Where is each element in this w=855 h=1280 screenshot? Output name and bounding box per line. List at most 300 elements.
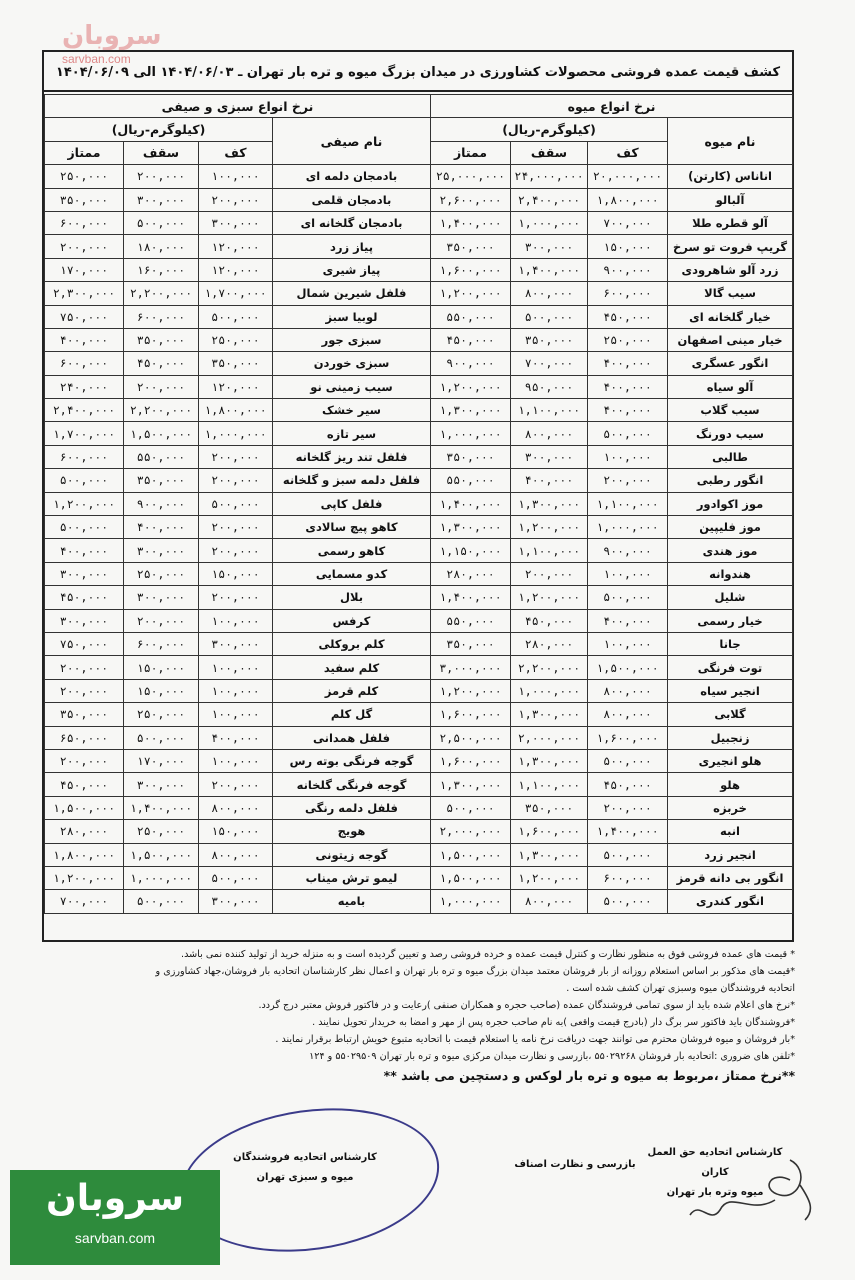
watermark-logo-text: سروبان [62,21,162,51]
veg-name-cell: کلم سفید [273,656,431,679]
veg-name-cell: کلم قرمز [273,679,431,702]
veg-name-cell: پیاز زرد [273,235,431,258]
watermark-badge-logo: سروبان [46,1178,184,1219]
fruit-premium-cell: ۱,۱۵۰,۰۰۰ [431,539,511,562]
veg-max-cell: ۶۰۰,۰۰۰ [124,632,199,655]
veg-min-cell: ۱,۸۰۰,۰۰۰ [199,399,273,422]
fruit-premium-cell: ۱,۴۰۰,۰۰۰ [431,586,511,609]
fruit-premium-cell: ۲۵,۰۰۰,۰۰۰ [431,165,511,188]
table-row [45,843,793,866]
veg-max-cell: ۱,۰۰۰,۰۰۰ [124,866,199,889]
note-line: اتحادیه فروشندگان میوه وسبزی تهران کشف شده است . [566,983,795,994]
table-row [45,749,793,772]
veg-min-cell: ۲۰۰,۰۰۰ [199,773,273,796]
fruit-premium-cell: ۱,۳۰۰,۰۰۰ [431,773,511,796]
fruit-min-cell: ۴۵۰,۰۰۰ [588,305,668,328]
fruit-premium-cell: ۱,۶۰۰,۰۰۰ [431,703,511,726]
veg-premium-cell: ۶۰۰,۰۰۰ [45,352,124,375]
fruit-name-cell: خیار رسمی [668,609,793,632]
veg-premium-header: ممتاز [45,141,124,164]
veg-name-cell: گوجه فرنگی بوته رس [273,749,431,772]
fruit-max-cell: ۲,۴۰۰,۰۰۰ [511,188,588,211]
fruit-name-cell: سیب گلاب [668,399,793,422]
fruit-max-cell: ۱,۳۰۰,۰۰۰ [511,703,588,726]
table-row [45,165,793,188]
fruit-max-cell: ۱,۳۰۰,۰۰۰ [511,749,588,772]
fruit-min-cell: ۱,۱۰۰,۰۰۰ [588,492,668,515]
fruit-premium-header: ممتاز [431,141,511,164]
veg-max-cell: ۴۰۰,۰۰۰ [124,516,199,539]
fruit-name-cell: توت فرنگی [668,656,793,679]
fruit-max-cell: ۴۵۰,۰۰۰ [511,609,588,632]
notes-section [50,946,795,1084]
fruit-max-cell: ۱,۰۰۰,۰۰۰ [511,211,588,234]
fruit-name-cell: زرد آلو شاهرودی [668,258,793,281]
table-row [45,796,793,819]
fruit-premium-cell: ۴۵۰,۰۰۰ [431,328,511,351]
veg-min-cell: ۵۰۰,۰۰۰ [199,492,273,515]
fruit-max-header: سقف [511,141,588,164]
fruit-max-cell: ۲,۰۰۰,۰۰۰ [511,726,588,749]
fruit-min-cell: ۴۰۰,۰۰۰ [588,352,668,375]
veg-name-cell: گوجه فرنگی گلخانه [273,773,431,796]
fruit-name-header: نام میوه [668,118,793,165]
table-row [45,703,793,726]
veg-name-cell: فلفل همدانی [273,726,431,749]
veg-min-cell: ۲۵۰,۰۰۰ [199,328,273,351]
fruit-min-cell: ۲۵۰,۰۰۰ [588,328,668,351]
fruit-min-cell: ۸۰۰,۰۰۰ [588,679,668,702]
fruit-name-cell: اناناس (کارتن) [668,165,793,188]
veg-name-cell: کرفس [273,609,431,632]
signature-center-line: بازرسی و نظارت اصناف [514,1159,636,1170]
veg-name-cell: سیر تازه [273,422,431,445]
veg-min-cell: ۲۰۰,۰۰۰ [199,188,273,211]
watermark-url: sarvban.com [62,52,131,66]
table-row [45,305,793,328]
fruit-name-cell: زنجبیل [668,726,793,749]
veg-min-cell: ۱۰۰,۰۰۰ [199,749,273,772]
table-row [45,211,793,234]
veg-name-cell: کاهو رسمی [273,539,431,562]
fruit-min-cell: ۲۰,۰۰۰,۰۰۰ [588,165,668,188]
note-line: *فروشندگان باید فاکتور سر برگ دار (بادرج قیمت واقعی )به نام صاحب حجره پس از مهر و امضا به خریدار تحویل نمایند . [312,1017,795,1028]
veg-name-cell: بامیه [273,890,431,913]
fruit-min-cell: ۷۰۰,۰۰۰ [588,211,668,234]
veg-premium-cell: ۷۵۰,۰۰۰ [45,632,124,655]
handwritten-signature [660,1140,820,1230]
veg-min-cell: ۱۵۰,۰۰۰ [199,820,273,843]
fruit-premium-cell: ۱,۳۰۰,۰۰۰ [431,399,511,422]
fruit-max-cell: ۱,۱۰۰,۰۰۰ [511,773,588,796]
table-row [45,445,793,468]
veg-premium-cell: ۲,۳۰۰,۰۰۰ [45,282,124,305]
signature-center [500,1155,650,1175]
veg-max-cell: ۱,۵۰۰,۰۰۰ [124,422,199,445]
fruit-name-cell: گریپ فروت تو سرخ [668,235,793,258]
veg-max-cell: ۱,۴۰۰,۰۰۰ [124,796,199,819]
veg-min-cell: ۱۲۰,۰۰۰ [199,235,273,258]
fruit-min-cell: ۱,۰۰۰,۰۰۰ [588,516,668,539]
fruit-min-cell: ۴۵۰,۰۰۰ [588,773,668,796]
fruit-premium-cell: ۵۰۰,۰۰۰ [431,796,511,819]
fruit-min-cell: ۹۰۰,۰۰۰ [588,539,668,562]
veg-premium-cell: ۲۸۰,۰۰۰ [45,820,124,843]
veg-max-cell: ۹۰۰,۰۰۰ [124,492,199,515]
veg-min-cell: ۳۰۰,۰۰۰ [199,211,273,234]
signature-right-line: میوه وتره بار تهران [666,1187,764,1198]
fruit-premium-cell: ۱,۴۰۰,۰۰۰ [431,492,511,515]
fruit-name-cell: هندوانه [668,562,793,585]
fruit-max-cell: ۷۰۰,۰۰۰ [511,352,588,375]
note-line: *نرخ های اعلام شده باید از سوی تمامی فروشندگان عمده (صاحب حجره و همکاران صنفی )رعایت و در فاکتور فروش معتبر درج گردد. [258,1000,795,1011]
fruit-min-cell: ۱۵۰,۰۰۰ [588,235,668,258]
fruit-premium-cell: ۱,۲۰۰,۰۰۰ [431,679,511,702]
fruit-max-cell: ۸۰۰,۰۰۰ [511,282,588,305]
fruit-name-cell: انگور کندری [668,890,793,913]
table-row [45,539,793,562]
price-table [44,94,793,914]
table-row [45,820,793,843]
veg-name-cell: فلفل شیرین شمال [273,282,431,305]
table-row [45,609,793,632]
fruit-max-cell: ۹۵۰,۰۰۰ [511,375,588,398]
veg-premium-cell: ۳۰۰,۰۰۰ [45,562,124,585]
veg-name-cell: فلفل تند ریز گلخانه [273,445,431,468]
veg-name-cell: لیمو ترش میناب [273,866,431,889]
fruit-min-cell: ۵۰۰,۰۰۰ [588,890,668,913]
note-line: *قیمت های مذکور بر اساس استعلام روزانه از بار فروشان معتمد میدان بزرگ میوه و تره بار تهران و اعمال نظر کارشناسان اتحادیه بار فروشان،جهاد کشاورزی و [155,966,795,977]
veg-min-cell: ۲۰۰,۰۰۰ [199,539,273,562]
fruit-min-cell: ۵۰۰,۰۰۰ [588,749,668,772]
veg-min-cell: ۵۰۰,۰۰۰ [199,866,273,889]
fruit-max-cell: ۲۰۰,۰۰۰ [511,562,588,585]
fruit-min-cell: ۱۰۰,۰۰۰ [588,632,668,655]
fruit-max-cell: ۱,۲۰۰,۰۰۰ [511,586,588,609]
fruit-name-cell: جانا [668,632,793,655]
fruit-premium-cell: ۲,۶۰۰,۰۰۰ [431,188,511,211]
veg-min-cell: ۴۰۰,۰۰۰ [199,726,273,749]
veg-name-cell: سیر خشک [273,399,431,422]
fruit-max-cell: ۳۵۰,۰۰۰ [511,328,588,351]
fruit-min-cell: ۲۰۰,۰۰۰ [588,469,668,492]
veg-premium-cell: ۳۵۰,۰۰۰ [45,188,124,211]
veg-max-cell: ۵۰۰,۰۰۰ [124,890,199,913]
table-row [45,866,793,889]
veg-name-cell: پیاز شیری [273,258,431,281]
veg-min-cell: ۱۰۰,۰۰۰ [199,679,273,702]
table-row [45,422,793,445]
fruit-min-header: کف [588,141,668,164]
fruit-min-cell: ۶۰۰,۰۰۰ [588,282,668,305]
fruit-name-cell: خربزه [668,796,793,819]
veg-premium-cell: ۴۰۰,۰۰۰ [45,328,124,351]
veg-min-cell: ۱۵۰,۰۰۰ [199,562,273,585]
veg-name-cell: کاهو پیچ سالادی [273,516,431,539]
signature-left-line: کارشناس اتحادیه فروشندگان [233,1152,377,1163]
veg-max-cell: ۶۰۰,۰۰۰ [124,305,199,328]
veg-name-cell: بادمجان گلخانه ای [273,211,431,234]
fruit-min-cell: ۸۰۰,۰۰۰ [588,703,668,726]
fruit-max-cell: ۱,۱۰۰,۰۰۰ [511,399,588,422]
table-row [45,282,793,305]
veg-name-cell: گل کلم [273,703,431,726]
veg-min-cell: ۱,۷۰۰,۰۰۰ [199,282,273,305]
veg-max-cell: ۲,۲۰۰,۰۰۰ [124,399,199,422]
table-row [45,656,793,679]
veg-max-cell: ۴۵۰,۰۰۰ [124,352,199,375]
veg-premium-cell: ۶۰۰,۰۰۰ [45,211,124,234]
table-row [45,492,793,515]
veg-name-cell: بادمجان قلمی [273,188,431,211]
veg-premium-cell: ۲,۴۰۰,۰۰۰ [45,399,124,422]
fruit-premium-cell: ۱,۲۰۰,۰۰۰ [431,375,511,398]
veg-max-cell: ۲۵۰,۰۰۰ [124,562,199,585]
fruit-min-cell: ۹۰۰,۰۰۰ [588,258,668,281]
fruit-premium-cell: ۳۵۰,۰۰۰ [431,235,511,258]
fruit-min-cell: ۱,۸۰۰,۰۰۰ [588,188,668,211]
veg-min-cell: ۱۰۰,۰۰۰ [199,609,273,632]
veg-min-cell: ۱,۰۰۰,۰۰۰ [199,422,273,445]
fruit-name-cell: موز اکوادور [668,492,793,515]
table-row [45,679,793,702]
veg-name-cell: فلفل کاپی [273,492,431,515]
veg-max-cell: ۲۵۰,۰۰۰ [124,820,199,843]
fruit-min-cell: ۴۰۰,۰۰۰ [588,609,668,632]
fruit-max-cell: ۳۰۰,۰۰۰ [511,235,588,258]
fruit-min-cell: ۴۰۰,۰۰۰ [588,399,668,422]
veg-min-cell: ۲۰۰,۰۰۰ [199,586,273,609]
fruit-max-cell: ۱,۲۰۰,۰۰۰ [511,866,588,889]
fruit-name-cell: آلبالو [668,188,793,211]
fruit-unit-header: (کیلوگرم-ریال) [431,118,668,141]
fruit-max-cell: ۴۰۰,۰۰۰ [511,469,588,492]
fruit-name-cell: شلیل [668,586,793,609]
veg-name-cell: سبزی جور [273,328,431,351]
watermark-badge-url: sarvban.com [74,1230,156,1246]
veg-name-cell: فلفل دلمه رنگی [273,796,431,819]
veg-name-cell: بلال [273,586,431,609]
fruit-min-cell: ۱۰۰,۰۰۰ [588,445,668,468]
veg-min-cell: ۲۰۰,۰۰۰ [199,516,273,539]
table-row [45,258,793,281]
veg-min-header: کف [199,141,273,164]
fruit-premium-cell: ۵۵۰,۰۰۰ [431,305,511,328]
fruit-premium-cell: ۱,۶۰۰,۰۰۰ [431,258,511,281]
veg-max-cell: ۳۵۰,۰۰۰ [124,328,199,351]
veg-max-cell: ۲۰۰,۰۰۰ [124,165,199,188]
fruit-name-cell: سیب دورنگ [668,422,793,445]
veg-max-cell: ۲۵۰,۰۰۰ [124,703,199,726]
fruit-min-cell: ۵۰۰,۰۰۰ [588,586,668,609]
fruit-premium-cell: ۳۵۰,۰۰۰ [431,632,511,655]
veg-max-cell: ۱۵۰,۰۰۰ [124,679,199,702]
fruit-max-cell: ۱,۱۰۰,۰۰۰ [511,539,588,562]
veg-max-cell: ۳۰۰,۰۰۰ [124,188,199,211]
veg-name-cell: هویج [273,820,431,843]
fruit-min-cell: ۵۰۰,۰۰۰ [588,422,668,445]
fruit-premium-cell: ۱,۶۰۰,۰۰۰ [431,749,511,772]
veg-max-cell: ۵۵۰,۰۰۰ [124,445,199,468]
veg-premium-cell: ۱,۸۰۰,۰۰۰ [45,843,124,866]
veg-max-cell: ۳۰۰,۰۰۰ [124,586,199,609]
fruit-premium-cell: ۲۸۰,۰۰۰ [431,562,511,585]
table-row [45,562,793,585]
veg-max-cell: ۲,۲۰۰,۰۰۰ [124,282,199,305]
fruit-max-cell: ۲۸۰,۰۰۰ [511,632,588,655]
veg-min-cell: ۲۰۰,۰۰۰ [199,469,273,492]
veg-max-cell: ۲۰۰,۰۰۰ [124,375,199,398]
veg-name-cell: فلفل دلمه سبز و گلخانه [273,469,431,492]
fruit-premium-cell: ۱,۰۰۰,۰۰۰ [431,890,511,913]
veg-min-cell: ۸۰۰,۰۰۰ [199,796,273,819]
veg-premium-cell: ۲۰۰,۰۰۰ [45,235,124,258]
table-row [45,773,793,796]
fruit-name-cell: انگور رطبی [668,469,793,492]
veg-min-cell: ۸۰۰,۰۰۰ [199,843,273,866]
fruit-max-cell: ۲,۲۰۰,۰۰۰ [511,656,588,679]
table-row [45,352,793,375]
fruit-premium-cell: ۱,۲۰۰,۰۰۰ [431,282,511,305]
veg-min-cell: ۱۰۰,۰۰۰ [199,165,273,188]
veg-premium-cell: ۴۵۰,۰۰۰ [45,773,124,796]
veg-max-cell: ۵۰۰,۰۰۰ [124,211,199,234]
fruit-name-cell: انجیر سیاه [668,679,793,702]
veg-premium-cell: ۳۰۰,۰۰۰ [45,609,124,632]
fruit-premium-cell: ۳,۰۰۰,۰۰۰ [431,656,511,679]
table-row [45,516,793,539]
note-line: *بار فروشان و میوه فروشان محترم می توانند جهت دریافت نرخ نامه یا استعلام قیمت با اتحادیه متبوع خویش ارتباط برقرار نمایند . [275,1034,795,1045]
note-line: *تلفن های ضروری :اتحادیه بار فروشان ۵۵۰۲۹۲۶۸ ،بازرسی و نظارت میدان مرکزی میوه و تره بار تهران ۵۵۰۲۹۵۰۹ و ۱۲۴ [309,1051,795,1062]
veg-premium-cell: ۷۰۰,۰۰۰ [45,890,124,913]
veg-premium-cell: ۶۰۰,۰۰۰ [45,445,124,468]
fruit-min-cell: ۱,۵۰۰,۰۰۰ [588,656,668,679]
fruit-premium-cell: ۳۵۰,۰۰۰ [431,445,511,468]
veg-min-cell: ۳۰۰,۰۰۰ [199,632,273,655]
veg-name-cell: کلم بروکلی [273,632,431,655]
signature-right-line: کارشناس اتحادیه حق العمل کاران [647,1147,783,1178]
veg-max-cell: ۲۰۰,۰۰۰ [124,609,199,632]
veg-name-header: نام صیفی [273,118,431,165]
fruit-name-cell: انجیر زرد [668,843,793,866]
veg-min-cell: ۱۲۰,۰۰۰ [199,258,273,281]
fruit-name-cell: انگور بی دانه قرمز [668,866,793,889]
fruit-max-cell: ۳۰۰,۰۰۰ [511,445,588,468]
fruit-max-cell: ۱,۲۰۰,۰۰۰ [511,516,588,539]
fruit-premium-cell: ۵۵۰,۰۰۰ [431,609,511,632]
table-row [45,726,793,749]
fruit-name-cell: آلو سیاه [668,375,793,398]
table-row [45,235,793,258]
veg-name-cell: گوجه زیتونی [273,843,431,866]
fruit-max-cell: ۱,۳۰۰,۰۰۰ [511,492,588,515]
veg-max-cell: ۳۰۰,۰۰۰ [124,773,199,796]
veg-premium-cell: ۱۷۰,۰۰۰ [45,258,124,281]
signature-left [230,1148,380,1188]
veg-premium-cell: ۱,۲۰۰,۰۰۰ [45,492,124,515]
note-line: * قیمت های عمده فروشی فوق به منظور نظارت و کنترل قیمت عمده و خرده فروشی رصد و تعیین گردیده است و به منزله خرید از تولید کننده نمی باشد. [181,949,795,960]
table-row [45,469,793,492]
veg-premium-cell: ۲۰۰,۰۰۰ [45,749,124,772]
fruit-min-cell: ۲۰۰,۰۰۰ [588,796,668,819]
fruit-name-cell: موز فلیپین [668,516,793,539]
table-row [45,328,793,351]
veg-max-cell: ۱۸۰,۰۰۰ [124,235,199,258]
fruit-name-cell: هلو انجیری [668,749,793,772]
veg-max-cell: ۱۷۰,۰۰۰ [124,749,199,772]
veg-premium-cell: ۵۰۰,۰۰۰ [45,516,124,539]
fruit-max-cell: ۱,۶۰۰,۰۰۰ [511,820,588,843]
veg-max-cell: ۱۶۰,۰۰۰ [124,258,199,281]
fruit-name-cell: گلابی [668,703,793,726]
watermark-badge [10,1170,220,1265]
veg-name-cell: لوبیا سبز [273,305,431,328]
veg-min-cell: ۱۲۰,۰۰۰ [199,375,273,398]
fruit-premium-cell: ۱,۰۰۰,۰۰۰ [431,422,511,445]
price-table-frame [42,50,794,942]
veg-min-cell: ۱۰۰,۰۰۰ [199,656,273,679]
fruit-min-cell: ۱,۶۰۰,۰۰۰ [588,726,668,749]
fruit-max-cell: ۲۴,۰۰۰,۰۰۰ [511,165,588,188]
fruit-max-cell: ۸۰۰,۰۰۰ [511,890,588,913]
document-title: کشف قیمت عمده فروشی محصولات کشاورزی در میدان بزرگ میوه و تره بار تهران ـ ۱۴۰۴/۰۶/۰۳ الی ۱۴۰۴/۰۶/۰۹ [44,56,792,92]
fruit-max-cell: ۳۵۰,۰۰۰ [511,796,588,819]
fruit-name-cell: هلو [668,773,793,796]
veg-premium-cell: ۲۰۰,۰۰۰ [45,656,124,679]
fruit-premium-cell: ۱,۵۰۰,۰۰۰ [431,866,511,889]
fruit-min-cell: ۱,۴۰۰,۰۰۰ [588,820,668,843]
veg-name-cell: بادمجان دلمه ای [273,165,431,188]
veg-max-cell: ۱,۵۰۰,۰۰۰ [124,843,199,866]
veg-max-cell: ۱۵۰,۰۰۰ [124,656,199,679]
veg-premium-cell: ۲۵۰,۰۰۰ [45,165,124,188]
fruit-premium-cell: ۹۰۰,۰۰۰ [431,352,511,375]
fruit-min-cell: ۶۰۰,۰۰۰ [588,866,668,889]
veg-group-header: نرخ انواع سبزی و صیفی [45,95,431,118]
veg-name-cell: سیب زمینی نو [273,375,431,398]
veg-name-cell: سبزی خوردن [273,352,431,375]
table-row [45,188,793,211]
veg-premium-cell: ۲۴۰,۰۰۰ [45,375,124,398]
table-row [45,375,793,398]
veg-name-cell: کدو مسمایی [273,562,431,585]
fruit-name-cell: انبه [668,820,793,843]
fruit-name-cell: خیار گلخانه ای [668,305,793,328]
fruit-group-header: نرخ انواع میوه [431,95,793,118]
veg-min-cell: ۲۰۰,۰۰۰ [199,445,273,468]
veg-premium-cell: ۲۰۰,۰۰۰ [45,679,124,702]
veg-min-cell: ۳۵۰,۰۰۰ [199,352,273,375]
fruit-name-cell: موز هندی [668,539,793,562]
table-row [45,399,793,422]
fruit-premium-cell: ۵۵۰,۰۰۰ [431,469,511,492]
fruit-premium-cell: ۲,۵۰۰,۰۰۰ [431,726,511,749]
fruit-name-cell: انگور عسگری [668,352,793,375]
fruit-min-cell: ۵۰۰,۰۰۰ [588,843,668,866]
signature-left-line: میوه و سبزی تهران [256,1172,354,1183]
fruit-premium-cell: ۱,۳۰۰,۰۰۰ [431,516,511,539]
veg-premium-cell: ۱,۷۰۰,۰۰۰ [45,422,124,445]
veg-premium-cell: ۳۵۰,۰۰۰ [45,703,124,726]
veg-max-cell: ۳۵۰,۰۰۰ [124,469,199,492]
veg-min-cell: ۳۰۰,۰۰۰ [199,890,273,913]
veg-min-cell: ۵۰۰,۰۰۰ [199,305,273,328]
veg-premium-cell: ۴۵۰,۰۰۰ [45,586,124,609]
fruit-max-cell: ۵۰۰,۰۰۰ [511,305,588,328]
fruit-min-cell: ۴۰۰,۰۰۰ [588,375,668,398]
price-rows [45,165,793,914]
fruit-max-cell: ۱,۴۰۰,۰۰۰ [511,258,588,281]
